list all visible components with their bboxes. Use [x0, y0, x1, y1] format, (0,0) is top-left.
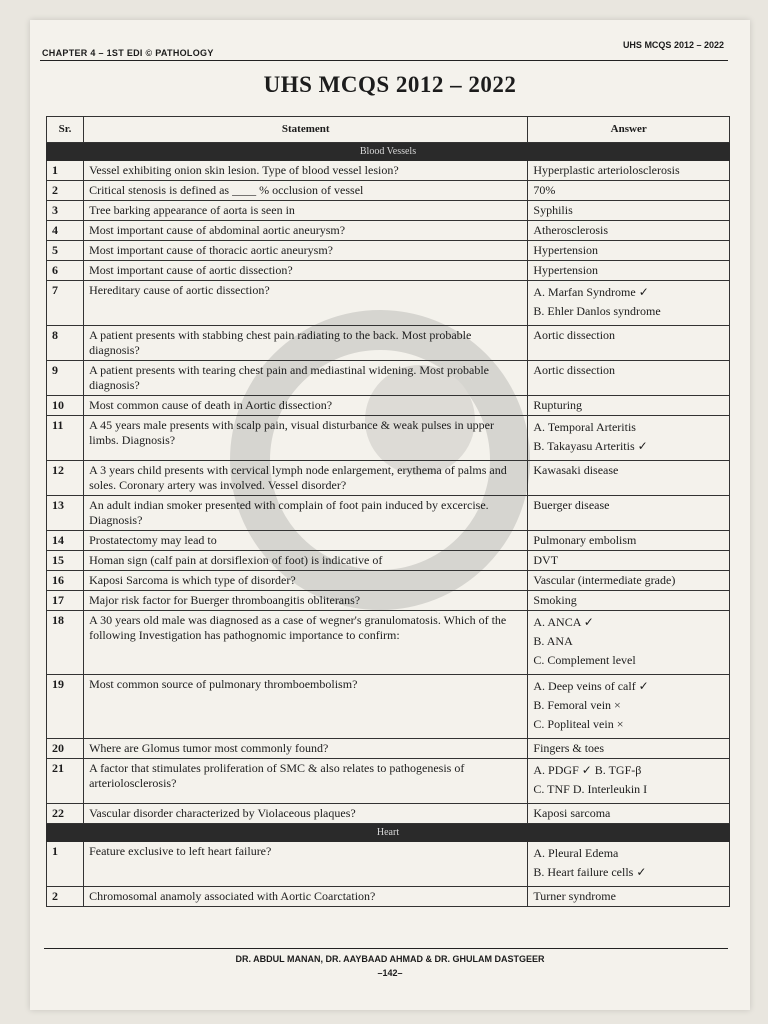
row-number: 3	[47, 201, 84, 221]
table-row	[47, 496, 730, 531]
statement-cell: Feature exclusive to left heart failure?	[84, 842, 528, 887]
statement-cell: A patient presents with tearing chest pain and mediastinal widening. Most probable diagnosis?	[84, 361, 528, 396]
answer-option: C. Complement level	[533, 653, 636, 667]
answer-cell	[528, 181, 730, 201]
statement-cell: Vascular disorder characterized by Violaceous plaques?	[84, 804, 528, 824]
row-number: 1	[47, 161, 84, 181]
column-header-statement: Statement	[84, 117, 528, 143]
answer-cell	[528, 281, 730, 326]
answer-cell	[528, 842, 730, 887]
answer-cell	[528, 161, 730, 181]
section-header-row	[47, 824, 730, 842]
answer-option: A. Temporal Arteritis	[533, 420, 636, 434]
answer-cell	[528, 261, 730, 281]
answer-option: Turner syndrome	[533, 889, 616, 903]
section-header-row	[47, 143, 730, 161]
statement-cell: Prostatectomy may lead to	[84, 531, 528, 551]
statement-cell: Most common source of pulmonary thromboembolism?	[84, 675, 528, 739]
chapter-header: CHAPTER 4 – 1ST EDI © PATHOLOGY	[42, 48, 214, 58]
answer-option: Hyperplastic arteriolosclerosis	[533, 163, 680, 177]
table-row	[47, 181, 730, 201]
answer-option: C. Popliteal vein ×	[533, 717, 624, 731]
answer-option: Kawasaki disease	[533, 463, 619, 477]
row-number: 11	[47, 416, 84, 461]
row-number: 16	[47, 571, 84, 591]
table-row	[47, 161, 730, 181]
statement-cell: Major risk factor for Buerger thromboangitis obliterans?	[84, 591, 528, 611]
row-number: 12	[47, 461, 84, 496]
statement-cell: Kaposi Sarcoma is which type of disorder?	[84, 571, 528, 591]
table-row	[47, 241, 730, 261]
header-rule	[40, 60, 728, 61]
row-number: 2	[47, 887, 84, 907]
statement-cell: A 3 years child presents with cervical lymph node enlargement, erythema of palms and soles. Coronary artery was involved. Vessel disorder?	[84, 461, 528, 496]
table-row	[47, 887, 730, 907]
row-number: 13	[47, 496, 84, 531]
table-row	[47, 804, 730, 824]
row-number: 19	[47, 675, 84, 739]
table-row	[47, 551, 730, 571]
table-row	[47, 739, 730, 759]
document-page	[30, 20, 750, 1010]
running-header: UHS MCQS 2012 – 2022	[622, 40, 724, 50]
answer-cell	[528, 887, 730, 907]
footer-rule	[44, 948, 728, 949]
answer-option: Syphilis	[533, 203, 573, 217]
statement-cell: A patient presents with stabbing chest pain radiating to the back. Most probable diagnosis?	[84, 326, 528, 361]
row-number: 21	[47, 759, 84, 804]
statement-cell: A 45 years male presents with scalp pain, visual disturbance & weak pulses in upper limbs. Diagnosis?	[84, 416, 528, 461]
statement-cell: Most common cause of death in Aortic dissection?	[84, 396, 528, 416]
answer-option: Kaposi sarcoma	[533, 806, 611, 820]
row-number: 8	[47, 326, 84, 361]
answer-option: A. Marfan Syndrome ✓	[533, 285, 649, 299]
row-number: 1	[47, 842, 84, 887]
statement-cell: Most important cause of aortic dissection?	[84, 261, 528, 281]
row-number: 7	[47, 281, 84, 326]
answer-cell	[528, 571, 730, 591]
answer-cell	[528, 739, 730, 759]
row-number: 14	[47, 531, 84, 551]
answer-cell	[528, 361, 730, 396]
row-number: 10	[47, 396, 84, 416]
mcq-table	[46, 116, 730, 907]
section-title: Heart	[47, 824, 730, 842]
page-number: –142–	[377, 968, 403, 978]
table-header-row	[47, 117, 730, 143]
table-row	[47, 461, 730, 496]
statement-cell: A factor that stimulates proliferation of SMC & also relates to pathogenesis of arteriolosclerosis?	[84, 759, 528, 804]
table-row	[47, 201, 730, 221]
answer-option: A. Pleural Edema	[533, 846, 619, 860]
row-number: 4	[47, 221, 84, 241]
answer-cell	[528, 531, 730, 551]
page-title: UHS MCQS 2012 – 2022	[263, 72, 517, 97]
answer-option: 70%	[533, 183, 556, 197]
answer-cell	[528, 416, 730, 461]
table-row	[47, 221, 730, 241]
answer-option: Rupturing	[533, 398, 583, 412]
statement-cell: Homan sign (calf pain at dorsiflexion of foot) is indicative of	[84, 551, 528, 571]
answer-cell	[528, 201, 730, 221]
table-row	[47, 361, 730, 396]
statement-cell: Chromosomal anamoly associated with Aortic Coarctation?	[84, 887, 528, 907]
answer-cell	[528, 461, 730, 496]
answer-option: Atherosclerosis	[533, 223, 609, 237]
answer-option: Aortic dissection	[533, 363, 616, 377]
column-header-answer: Answer	[528, 117, 730, 143]
table-row	[47, 416, 730, 461]
statement-cell: Hereditary cause of aortic dissection?	[84, 281, 528, 326]
table-row	[47, 611, 730, 675]
column-header-sr: Sr.	[47, 117, 84, 143]
row-number: 6	[47, 261, 84, 281]
section-title: Blood Vessels	[47, 143, 730, 161]
row-number: 22	[47, 804, 84, 824]
row-number: 18	[47, 611, 84, 675]
table-row	[47, 759, 730, 804]
answer-option: Buerger disease	[533, 498, 610, 512]
table-row	[47, 326, 730, 361]
answer-option: DVT	[533, 553, 559, 567]
statement-cell: Vessel exhibiting onion skin lesion. Type of blood vessel lesion?	[84, 161, 528, 181]
table-row	[47, 396, 730, 416]
table-row	[47, 571, 730, 591]
answer-cell	[528, 326, 730, 361]
answer-option: B. ANA	[533, 634, 573, 648]
answer-option: B. Heart failure cells ✓	[533, 865, 647, 879]
table-row	[47, 281, 730, 326]
answer-option: Smoking	[533, 593, 577, 607]
row-number: 20	[47, 739, 84, 759]
row-number: 2	[47, 181, 84, 201]
answer-option: C. TNF D. Interleukin I	[533, 782, 648, 796]
answer-option: B. Femoral vein ×	[533, 698, 621, 712]
answer-cell	[528, 241, 730, 261]
row-number: 15	[47, 551, 84, 571]
answer-option: Pulmonary embolism	[533, 533, 637, 547]
answer-option: B. Ehler Danlos syndrome	[533, 304, 661, 318]
answer-cell	[528, 804, 730, 824]
statement-cell: A 30 years old male was diagnosed as a case of wegner's granulomatosis. Which of the following Investigation has pathognomic importance to confirm:	[84, 611, 528, 675]
answer-cell	[528, 496, 730, 531]
answer-cell	[528, 221, 730, 241]
answer-cell	[528, 675, 730, 739]
row-number: 17	[47, 591, 84, 611]
answer-option: Fingers & toes	[533, 741, 605, 755]
table-row	[47, 675, 730, 739]
answer-option: Vascular (intermediate grade)	[533, 573, 676, 587]
answer-option: A. Deep veins of calf ✓	[533, 679, 649, 693]
statement-cell: Tree barking appearance of aorta is seen in	[84, 201, 528, 221]
row-number: 9	[47, 361, 84, 396]
statement-cell: An adult indian smoker presented with complain of foot pain induced by excercise. Diagnosis?	[84, 496, 528, 531]
table-row	[47, 591, 730, 611]
footer-authors: DR. ABDUL MANAN, DR. AAYBAAD AHMAD & DR. GHULAM DASTGEER	[235, 954, 545, 964]
answer-cell	[528, 611, 730, 675]
answer-option: Aortic dissection	[533, 328, 616, 342]
answer-cell	[528, 759, 730, 804]
statement-cell: Critical stenosis is defined as ____ % occlusion of vessel	[84, 181, 528, 201]
statement-cell: Where are Glomus tumor most commonly found?	[84, 739, 528, 759]
row-number: 5	[47, 241, 84, 261]
answer-option: Hypertension	[533, 263, 599, 277]
table-row	[47, 842, 730, 887]
table-row	[47, 261, 730, 281]
statement-cell: Most important cause of thoracic aortic aneurysm?	[84, 241, 528, 261]
table-body	[47, 143, 730, 907]
statement-cell: Most important cause of abdominal aortic aneurysm?	[84, 221, 528, 241]
answer-cell	[528, 591, 730, 611]
answer-cell	[528, 551, 730, 571]
answer-option: A. PDGF ✓ B. TGF-β	[533, 763, 642, 777]
table-row	[47, 531, 730, 551]
answer-option: A. ANCA ✓	[533, 615, 594, 629]
answer-option: B. Takayasu Arteritis ✓	[533, 439, 648, 453]
answer-cell	[528, 396, 730, 416]
answer-option: Hypertension	[533, 243, 599, 257]
